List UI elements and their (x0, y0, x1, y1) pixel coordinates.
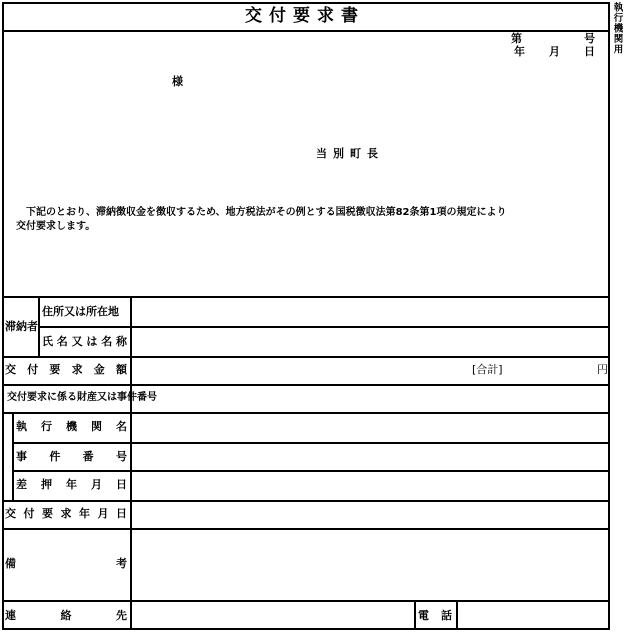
table-line (38, 296, 40, 356)
address-label: 住所又は所在地 (42, 305, 119, 318)
request-date-label: 交 付 要 求 年 月 日 (5, 507, 127, 520)
table-line (2, 500, 610, 502)
date-line (514, 46, 595, 57)
seizure-date-label: 差 押 年 月 日 (16, 478, 127, 491)
side-label: 執行機関用 (611, 2, 623, 55)
date-day: 日 (584, 45, 595, 58)
case-number-label: 事 件 番 号 (16, 450, 127, 463)
table-line (2, 528, 610, 530)
table-line (12, 412, 14, 500)
table-line (12, 470, 610, 472)
table-line (2, 384, 610, 386)
table-line (2, 356, 610, 358)
yen-label: 円 (597, 363, 608, 376)
total-label: [合計] (472, 363, 503, 376)
remarks-label: 備 考 (5, 557, 127, 570)
contact-label: 連 絡 先 (5, 609, 127, 622)
document-title: 交付要求書 (245, 6, 365, 26)
addressee-suffix: 様 (172, 75, 183, 88)
number-prefix: 第 (511, 32, 522, 45)
property-header: 交付要求に係る財産又は事件番号 (7, 392, 157, 403)
delinquent-label: 滞納者 (5, 320, 38, 333)
name-label: 氏 名 又 は 名 称 (42, 335, 127, 348)
table-line (12, 442, 610, 444)
exec-agency-label: 執 行 機 関 名 (16, 420, 127, 433)
document-body-frame (2, 30, 610, 630)
table-line (2, 296, 610, 298)
date-year: 年 (514, 45, 525, 58)
table-line (2, 600, 610, 602)
table-line (414, 600, 416, 628)
table-line (38, 326, 610, 328)
body-line-1: 下記のとおり、滞納徴収金を徴収するため、地方税法がその例とする国税徴収法第82条第1項の規定により (26, 207, 507, 218)
number-suffix: 号 (584, 32, 595, 45)
phone-label: 電 話 (418, 609, 452, 622)
amount-label: 交 付 要 求 金 額 (5, 363, 127, 376)
table-line (2, 412, 610, 414)
date-month: 月 (549, 45, 560, 58)
body-line-2: 交付要求します。 (16, 221, 96, 232)
number-line (511, 33, 595, 44)
issuer: 当別町長 (316, 147, 384, 160)
table-line (456, 600, 458, 628)
table-line (130, 296, 132, 628)
